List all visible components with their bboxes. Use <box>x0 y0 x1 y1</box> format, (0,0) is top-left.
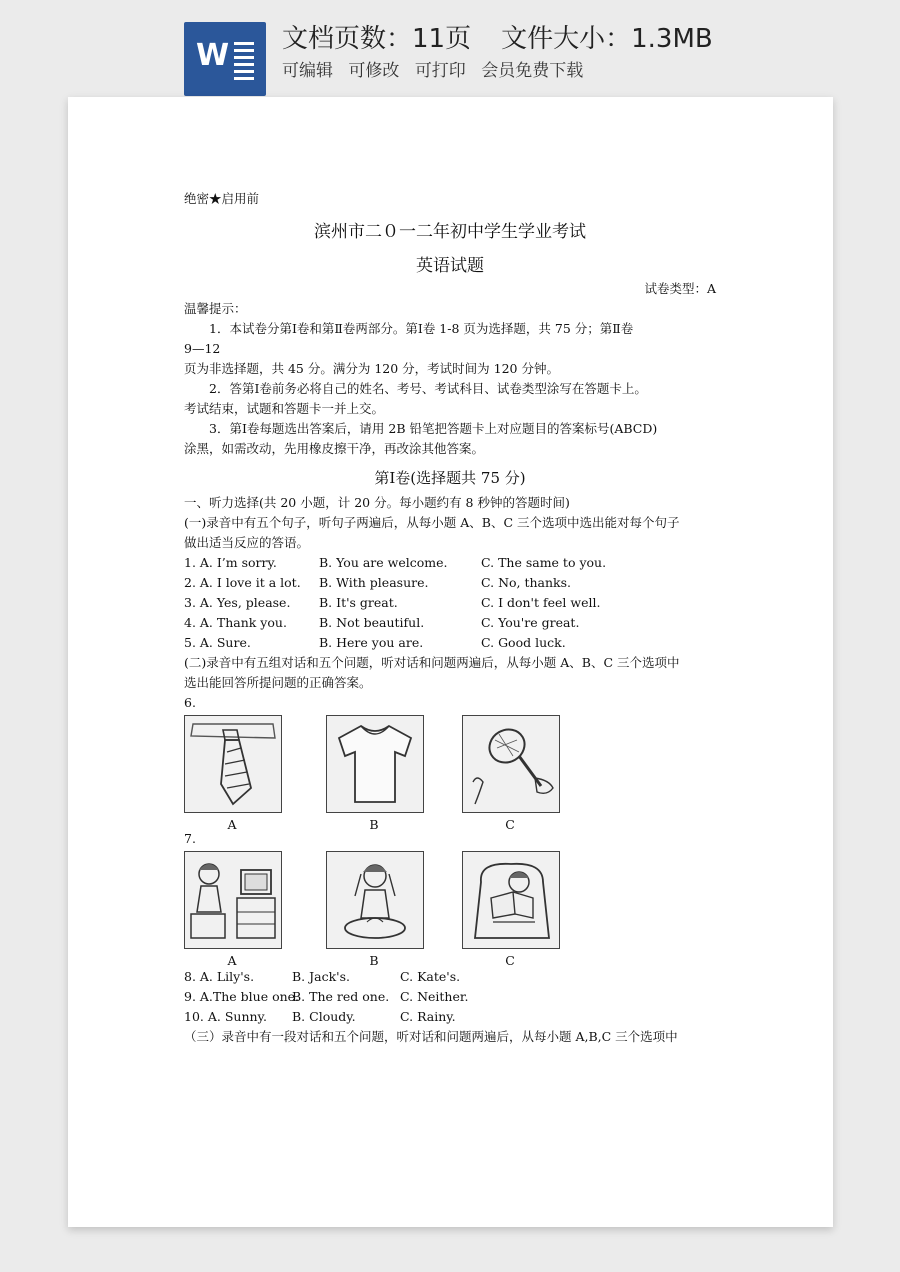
t-shirt-picture <box>326 715 424 813</box>
tips-heading: 温馨提示： <box>184 301 247 316</box>
picture-label-a: A <box>227 953 237 968</box>
banner-title <box>282 18 713 55</box>
part-1-sub-2-line-2: 选出能回答所提问题的正确答案。 <box>184 675 372 690</box>
tie-icon <box>185 716 281 812</box>
question-row <box>184 987 716 1007</box>
question-7-label: 7. <box>184 831 196 846</box>
part-1-sub-3-line-1: （三）录音中有一段对话和五个问题，听对话和问题两遍后，从每小题 A,B,C 三个选项中 <box>184 1029 678 1044</box>
tip-1-line-3: 页为非选择题，共 45 分。满分为 120 分，考试时间为 120 分钟。 <box>184 361 559 376</box>
tennis-racket-icon <box>463 716 559 812</box>
tip-3-line-2: 涂黑，如需改动，先用橡皮擦干净，再改涂其他答案。 <box>184 441 485 456</box>
girl-watching-tv-picture <box>184 851 282 949</box>
option-b: B. It's great. <box>319 595 398 610</box>
feature-printable: 可打印 <box>414 61 466 81</box>
option-a: 2. A. I love it a lot. <box>184 575 301 590</box>
tip-2-line-2: 考试结束，试题和答题卡一并上交。 <box>184 401 385 416</box>
option-b: B. The red one. <box>292 989 390 1004</box>
question-6-pictures <box>184 715 716 832</box>
girl-reading-icon <box>463 852 559 948</box>
question-row <box>184 573 716 593</box>
option-c: C. Kate's. <box>400 969 461 984</box>
picture-label-b: B <box>369 953 379 968</box>
file-size: 文件大小：1.3MB <box>501 24 713 54</box>
option-b: B. Cloudy. <box>292 1009 356 1024</box>
part-1-heading: 一、听力选择(共 20 小题，计 20 分。每小题约有 8 秒钟的答题时间) <box>184 495 570 510</box>
download-banner <box>0 0 900 100</box>
logo-letter: W <box>196 38 230 73</box>
feature-modifiable: 可修改 <box>348 61 400 81</box>
picture-label-c: C <box>505 817 515 832</box>
picture-label-a: A <box>227 817 237 832</box>
girl-washing-picture <box>326 851 424 949</box>
exam-title: 滨州市二０一二年初中学生学业考试 <box>314 222 586 242</box>
option-c: C. Good luck. <box>481 635 566 650</box>
tie-picture <box>184 715 282 813</box>
picture-label-b: B <box>369 817 379 832</box>
option-c: C. The same to you. <box>481 555 607 570</box>
question-row <box>184 1007 716 1027</box>
option-c: C. No, thanks. <box>481 575 572 590</box>
option-b: B. Not beautiful. <box>319 615 425 630</box>
document-page <box>68 97 833 1227</box>
page-count: 文档页数：11页 <box>282 24 472 54</box>
girl-tv-icon <box>185 852 281 948</box>
option-c: C. Neither. <box>400 989 469 1004</box>
option-b: B. You are welcome. <box>319 555 448 570</box>
option-b: B. Jack's. <box>292 969 350 984</box>
question-6-label: 6. <box>184 695 196 710</box>
option-c: C. You're great. <box>481 615 580 630</box>
option-a: 8. A. Lily's. <box>184 969 255 984</box>
question-row <box>184 553 716 573</box>
section-1-title: 第Ⅰ卷(选择题共 75 分) <box>374 469 526 487</box>
option-b: B. Here you are. <box>319 635 424 650</box>
feature-editable: 可编辑 <box>282 61 333 81</box>
option-a: 10. A. Sunny. <box>184 1009 267 1024</box>
feature-list <box>282 56 593 81</box>
question-7-pictures <box>184 851 716 968</box>
girl-reading-picture <box>462 851 560 949</box>
option-c: C. Rainy. <box>400 1009 456 1024</box>
option-a: 9. A.The blue one. <box>184 989 300 1004</box>
question-row <box>184 613 716 633</box>
part-1-sub-1-line-1: (一)录音中有五个句子，听句子两遍后，从每小题 A、B、C 三个选项中选出能对每个句子 <box>184 515 680 530</box>
feature-free-download: 会员免费下载 <box>481 61 584 81</box>
option-a: 1. A. I’m sorry. <box>184 555 277 570</box>
exam-subtitle: 英语试题 <box>416 256 484 276</box>
part-1-sub-2-line-1: (二)录音中有五组对话和五个问题，听对话和问题两遍后，从每小题 A、B、C 三个选项中 <box>184 655 680 670</box>
question-row <box>184 593 716 613</box>
tip-1-line-2: 9—12 <box>184 341 221 356</box>
tip-1-line-1: 1．本试卷分第Ⅰ卷和第Ⅱ卷两部分。第Ⅰ卷 1-8 页为选择题，共 75 分；第Ⅱ卷 <box>209 321 634 336</box>
t-shirt-icon <box>327 716 423 812</box>
document-content <box>184 189 716 1047</box>
girl-washing-icon <box>327 852 423 948</box>
option-c: C. I don't feel well. <box>481 595 601 610</box>
tip-2-line-1: 2．答第Ⅰ卷前务必将自己的姓名、考号、考试科目、试卷类型涂写在答题卡上。 <box>209 381 647 396</box>
option-a: 4. A. Thank you. <box>184 615 287 630</box>
option-b: B. With pleasure. <box>319 575 429 590</box>
question-row <box>184 633 716 653</box>
tip-3-line-1: 3．第Ⅰ卷每题选出答案后，请用 2B 铅笔把答题卡上对应题目的答案标号(ABCD) <box>209 421 658 436</box>
option-a: 3. A. Yes, please. <box>184 595 291 610</box>
option-a: 5. A. Sure. <box>184 635 251 650</box>
picture-label-c: C <box>505 953 515 968</box>
tennis-racket-picture <box>462 715 560 813</box>
paper-type: 试卷类型：A <box>644 281 716 296</box>
word-document-icon <box>184 22 266 96</box>
part-1-sub-1-line-2: 做出适当反应的答语。 <box>184 535 310 550</box>
secret-mark: 绝密★启用前 <box>184 191 260 206</box>
